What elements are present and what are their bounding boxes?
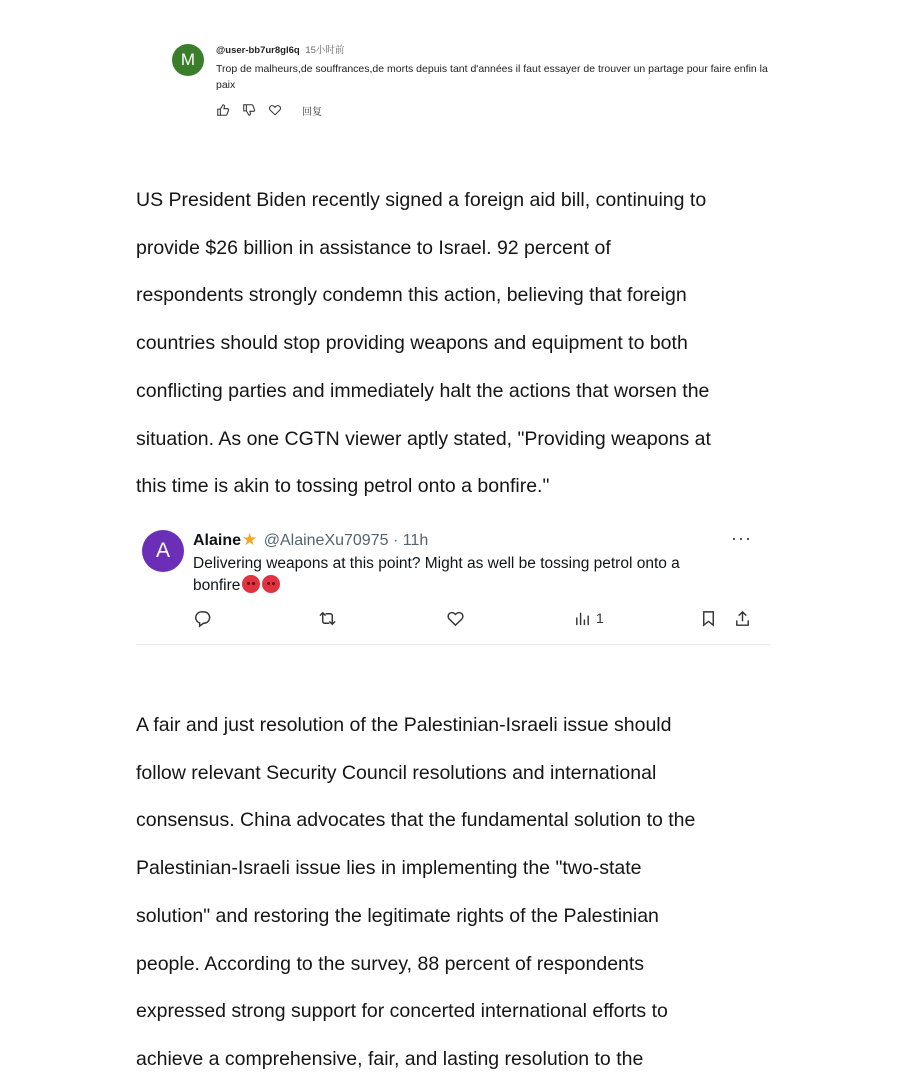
paragraph-line: achieve a comprehensive, fair, and lasting resolution to the [136, 1047, 644, 1070]
paragraph-line: provide $26 billion in assistance to Israel. 92 percent of [136, 236, 611, 259]
heart-icon[interactable] [268, 103, 282, 117]
article-paragraph [136, 702, 786, 1084]
tweet-handle-time[interactable]: @AlaineXu70975 · 11h [263, 532, 429, 549]
comment-text-line: Trop de malheurs,de souffrances,de morts depuis tant d'années il faut essayer de trouver un partage pour faire enfin la [216, 63, 768, 75]
like-icon[interactable] [446, 608, 465, 628]
tweet-text-line: bonfire [193, 577, 241, 594]
comment-body [216, 44, 796, 93]
article-paragraph [136, 177, 786, 511]
paragraph-line: expressed strong support for concerted international efforts to [136, 1000, 668, 1023]
paragraph-line: Palestinian-Israeli issue lies in implementing the "two-state [136, 857, 642, 880]
comment-text [216, 61, 796, 93]
angry-face-icon [242, 575, 260, 593]
tweet-text-line: Delivering weapons at this point? Might as well be tossing petrol onto a [193, 555, 680, 572]
comment-text-line: paix [216, 79, 236, 91]
paragraph-line: this time is akin to tossing petrol onto a bonfire." [136, 475, 550, 498]
comment-meta [216, 44, 796, 57]
tweet-card [136, 526, 770, 645]
retweet-icon[interactable] [318, 608, 337, 628]
paragraph-line: A fair and just resolution of the Palestinian-Israeli issue should [136, 714, 672, 736]
views-icon[interactable] [573, 608, 604, 628]
thumbs-down-icon[interactable] [242, 103, 256, 117]
paragraph-line: people. According to the survey, 88 percent of respondents [136, 952, 645, 975]
tweet-text [193, 553, 753, 597]
paragraph-line: consensus. China advocates that the fundamental solution to the [136, 809, 696, 832]
bookmark-icon[interactable] [699, 608, 718, 628]
more-options-icon[interactable]: ··· [731, 528, 752, 548]
avatar[interactable]: M [172, 44, 204, 76]
paragraph-line: situation. As one CGTN viewer aptly stated, "Providing weapons at [136, 427, 711, 450]
paragraph-line: follow relevant Security Council resolutions and international [136, 761, 657, 784]
paragraph-line: US President Biden recently signed a foreign aid bill, continuing to [136, 189, 707, 211]
share-icon[interactable] [733, 608, 752, 628]
reply-button[interactable]: 回复 [302, 106, 322, 118]
tweet-actions [193, 608, 759, 628]
comment-time: 15小时前 [305, 45, 345, 56]
views-count: 1 [596, 610, 604, 626]
thumbs-up-icon[interactable] [216, 103, 230, 117]
comment-username[interactable]: @user-bb7ur8gl6q [216, 45, 300, 56]
tweet-header [193, 530, 428, 551]
star-icon: ★ [242, 530, 258, 549]
angry-face-icon [262, 575, 280, 593]
paragraph-line: countries should stop providing weapons and equipment to both [136, 332, 688, 355]
avatar[interactable]: A [142, 530, 184, 572]
paragraph-line: solution" and restoring the legitimate rights of the Palestinian [136, 904, 659, 927]
comment-actions [216, 102, 322, 118]
paragraph-line: conflicting parties and immediately halt the actions that worsen the [136, 379, 710, 402]
reply-icon[interactable] [193, 608, 212, 628]
paragraph-line: respondents strongly condemn this action, believing that foreign [136, 284, 687, 307]
tweet-author-name[interactable]: Alaine [193, 532, 242, 549]
